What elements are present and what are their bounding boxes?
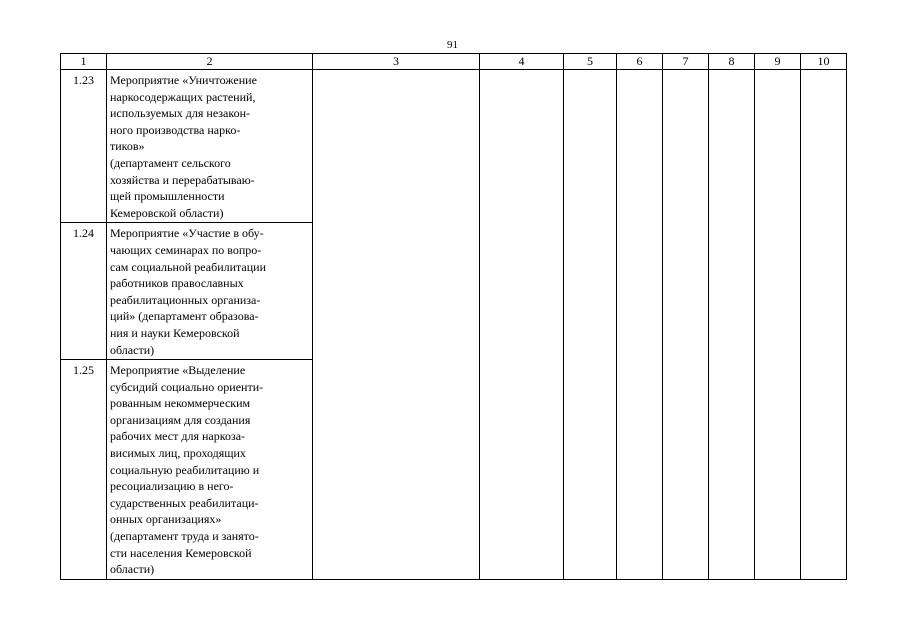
empty-cell: [313, 70, 480, 223]
column-header-1: 1: [61, 54, 107, 70]
page-number: 91: [447, 39, 458, 51]
empty-cell: [801, 223, 847, 360]
column-header-4: 4: [480, 54, 564, 70]
column-header-9: 9: [755, 54, 801, 70]
column-header-10: 10: [801, 54, 847, 70]
column-header-5: 5: [564, 54, 617, 70]
measures-table: [60, 53, 847, 580]
empty-cell: [480, 70, 564, 223]
empty-cell: [617, 223, 663, 360]
empty-cell: [663, 223, 709, 360]
table-row: [61, 360, 847, 580]
empty-cell: [564, 223, 617, 360]
empty-cell: [801, 360, 847, 580]
empty-cell: [709, 223, 755, 360]
empty-cell: [564, 70, 617, 223]
row-number: 1.23: [61, 70, 107, 223]
column-header-7: 7: [663, 54, 709, 70]
column-header-8: 8: [709, 54, 755, 70]
measure-description: Мероприятие «Уничтожение наркосодержащих растений, используемых для незакон- ного производства нарко- тиков» (департамент сельского хозяйства и перерабатываю- щей промышленности Кемеровской области): [107, 70, 313, 223]
empty-cell: [801, 70, 847, 223]
column-header-6: 6: [617, 54, 663, 70]
empty-cell: [480, 223, 564, 360]
row-number: 1.24: [61, 223, 107, 360]
empty-cell: [617, 360, 663, 580]
empty-cell: [663, 360, 709, 580]
empty-cell: [313, 223, 480, 360]
empty-cell: [755, 70, 801, 223]
table-row: [61, 70, 847, 223]
row-number: 1.25: [61, 360, 107, 580]
empty-cell: [709, 70, 755, 223]
empty-cell: [663, 70, 709, 223]
empty-cell: [755, 223, 801, 360]
empty-cell: [709, 360, 755, 580]
measure-description: Мероприятие «Участие в обу- чающих семинарах по вопро- сам социальной реабилитации работников православных реабилитационных организа- ций» (департамент образова- ния и науки Кемеровской области): [107, 223, 313, 360]
column-header-3: 3: [313, 54, 480, 70]
header-row: [61, 54, 847, 70]
empty-cell: [313, 360, 480, 580]
empty-cell: [480, 360, 564, 580]
empty-cell: [617, 70, 663, 223]
measure-description: Мероприятие «Выделение субсидий социально ориенти- рованным некоммерческим организациям для создания рабочих мест для наркоза- висимых лиц, проходящих социальную реабилитацию и ресоциализацию в него- сударственных реабилитаци- онных организациях» (департамент труда и занято- сти населения Кемеровской области): [107, 360, 313, 580]
empty-cell: [564, 360, 617, 580]
empty-cell: [755, 360, 801, 580]
table-row: [61, 223, 847, 360]
column-header-2: 2: [107, 54, 313, 70]
